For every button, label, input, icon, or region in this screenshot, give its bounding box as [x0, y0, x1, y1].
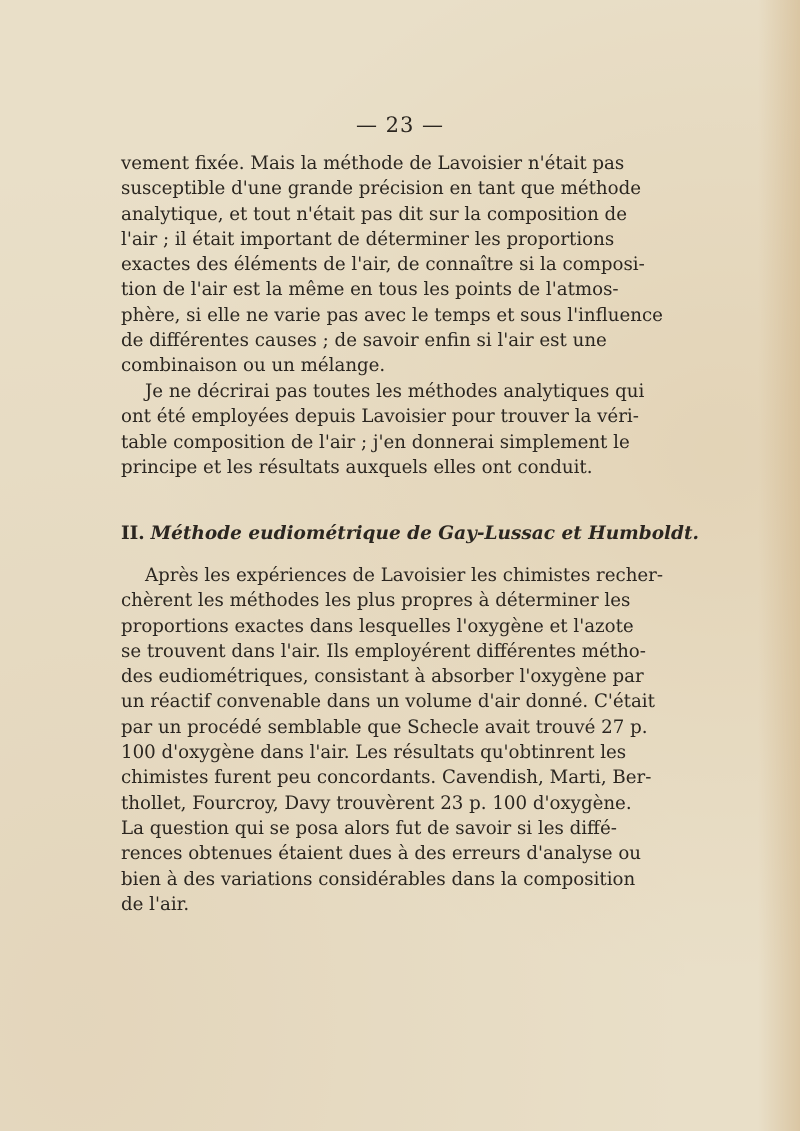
- text-line: chimistes furent peu concordants. Cavendish, Marti, Ber-: [121, 767, 652, 789]
- text-line: La question qui se posa alors fut de savoir si les diffé-: [121, 817, 617, 839]
- text-line: thollet, Fourcroy, Davy trouvèrent 23 p. 100 d'oxygène.: [121, 792, 632, 814]
- text-line: par un procédé semblable que Schecle avait trouvé 27 p.: [121, 716, 648, 738]
- section-number: II.: [121, 523, 145, 544]
- text-line: un réactif convenable dans un volume d'air donné. C'était: [121, 691, 655, 713]
- text-line: bien à des variations considérables dans la composition: [121, 868, 636, 890]
- paragraph-methods: [121, 379, 645, 480]
- text-line: principe et les résultats auxquels elles ont conduit.: [121, 456, 593, 478]
- text-line: de différentes causes ; de savoir enfin si l'air est une: [121, 330, 607, 352]
- text-line: ont été employées depuis Lavoisier pour trouver la véri-: [121, 406, 639, 428]
- text-line: de l'air.: [121, 893, 190, 915]
- text-line: des eudiométriques, consistant à absorber l'oxygène par: [121, 666, 644, 688]
- text-line: chèrent les méthodes les plus propres à déterminer les: [121, 590, 631, 612]
- text-line: Après les expériences de Lavoisier les chimistes recher-: [145, 565, 664, 586]
- text-line: l'air ; il était important de déterminer les proportions: [121, 228, 615, 250]
- text-line: se trouvent dans l'air. Ils employérent différentes métho-: [121, 640, 646, 662]
- page-edge-shadow: [758, 0, 800, 1131]
- text-line: table composition de l'air ; j'en donnerai simplement le: [121, 431, 630, 453]
- text-line: analytique, et tout n'était pas dit sur la composition de: [121, 203, 627, 225]
- text-line: vement fixée. Mais la méthode de Lavoisier n'était pas: [121, 153, 625, 174]
- text-line: 100 d'oxygène dans l'air. Les résultats qu'obtinrent les: [121, 742, 627, 764]
- page-number: — 23 —: [355, 113, 445, 137]
- paragraph-eudiometric: [121, 563, 664, 917]
- text-line: susceptible d'une grande précision en tant que méthode: [121, 178, 641, 200]
- section-heading: [121, 521, 699, 547]
- text-line: proportions exactes dans lesquelles l'oxygène et l'azote: [121, 615, 634, 637]
- paragraph-continuation: [121, 151, 663, 379]
- text-line: exactes des éléments de l'air, de connaître si la composi-: [121, 254, 645, 276]
- text-line: tion de l'air est la même en tous les points de l'atmos-: [121, 279, 619, 301]
- section-title: Méthode eudiométrique de Gay-Lussac et Humboldt.: [150, 523, 699, 544]
- text-line: combinaison ou un mélange.: [121, 355, 386, 377]
- text-line: rences obtenues étaient dues à des erreurs d'analyse ou: [121, 843, 641, 865]
- text-line: phère, si elle ne varie pas avec le temps et sous l'influence: [121, 304, 663, 326]
- text-line: Je ne décrirai pas toutes les méthodes analytiques qui: [145, 381, 645, 402]
